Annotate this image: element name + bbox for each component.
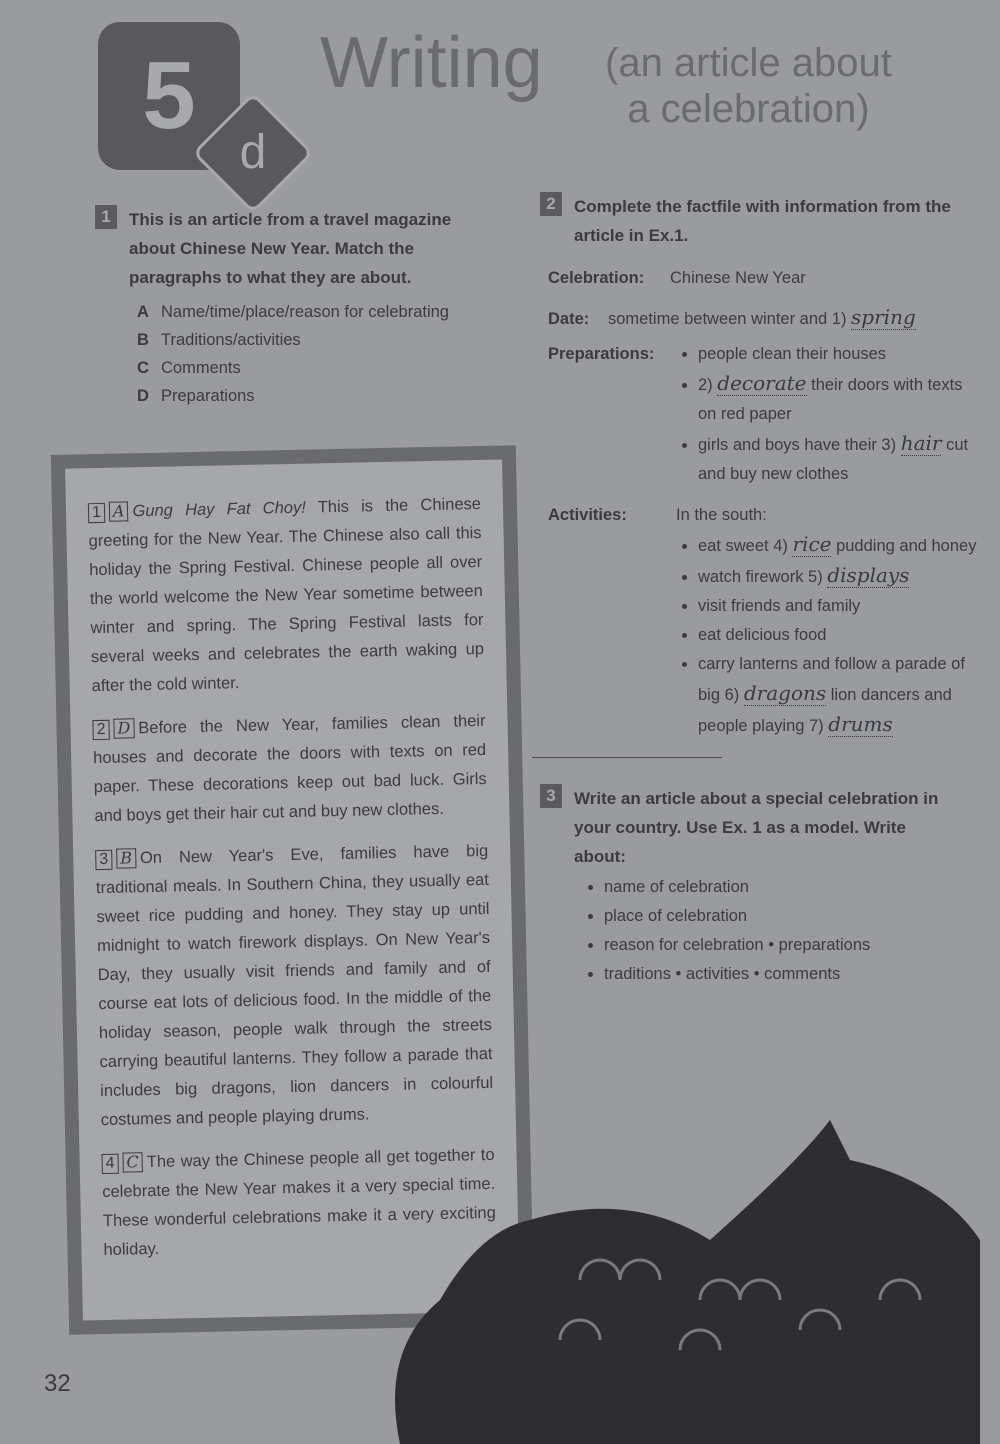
paragraph-number: 3 xyxy=(95,850,112,870)
answer-4[interactable]: rice xyxy=(792,532,832,556)
option: B Traditions/activities xyxy=(137,331,301,349)
exercise-instruction: Complete the factfile with information from the article in Ex.1. xyxy=(574,197,951,245)
greeting: Gung Hay Fat Choy! xyxy=(132,498,306,521)
exercise-3 xyxy=(540,784,940,989)
factfile-celebration: Celebration: Chinese New Year xyxy=(548,269,806,287)
page-title: Writing xyxy=(320,23,543,103)
bullet: • carry lanterns and follow a parade of big 6) dragons lion dancers and people playing 7) drums xyxy=(698,650,980,741)
bullet: • people clean their houses xyxy=(698,340,980,369)
factfile-preparations: Preparations: • people clean their houses • 2) decorate their doors with texts on red paper • girls and boys have their 3) hair cut and buy new clothes xyxy=(548,340,980,489)
bullet: • eat delicious food xyxy=(698,621,980,650)
bullet: • place of celebration xyxy=(604,902,940,931)
paragraph-text: The way the Chinese people all get together to celebrate the New Year makes it a very special time. These wonderful celebrations make it a very exciting holiday. xyxy=(102,1145,496,1260)
lesson-letter: d xyxy=(239,126,267,179)
paragraph xyxy=(88,490,485,701)
exercise-number: 2 xyxy=(540,192,562,216)
bullet: • traditions • activities • comments xyxy=(604,960,940,989)
bullet: • name of celebration xyxy=(604,873,940,902)
paragraph-number: 2 xyxy=(92,720,109,740)
paragraph xyxy=(95,837,494,1135)
exercise-number: 1 xyxy=(95,205,117,229)
paragraph-text: Before the New Year, families clean their houses and decorate the doors with texts on red paper. These decorations keep out bad luck. Girls and boys get their hair cut and buy new clothes. xyxy=(93,711,487,826)
factfile-activities: Activities: In the south: • eat sweet 4) rice pudding and honey • watch firework 5) displays • visit friends and family • eat delicious food • carry lanterns and follow a parade of big 6) dragons lion dancers and people playing 7) drums xyxy=(548,501,980,741)
page-number: 32 xyxy=(44,1370,71,1397)
paragraph-number: 1 xyxy=(88,503,105,523)
exercise-2 xyxy=(540,192,980,741)
bullet: • girls and boys have their 3) hair cut and buy new clothes xyxy=(698,429,980,489)
answer-box[interactable]: B xyxy=(116,848,136,868)
exercise-number: 3 xyxy=(540,784,562,808)
exercise-1 xyxy=(95,205,495,410)
answer-2[interactable]: decorate xyxy=(717,371,807,395)
option: A Name/time/place/reason for celebrating xyxy=(137,303,449,321)
factfile-date: Date: sometime between winter and 1) spring xyxy=(548,305,916,329)
paragraph-number: 4 xyxy=(101,1154,118,1174)
unit-badge: 5 xyxy=(98,22,240,170)
answer-box[interactable]: C xyxy=(122,1152,143,1172)
bullet: • 2) decorate their doors with texts on red paper xyxy=(698,369,980,429)
page-subtitle xyxy=(605,40,892,132)
bullet: • visit friends and family xyxy=(698,592,980,621)
answer-5[interactable]: displays xyxy=(827,563,910,587)
subtitle-line: a celebration) xyxy=(627,87,870,131)
answer-3[interactable]: hair xyxy=(900,431,942,455)
subtitle-line: (an article about xyxy=(605,41,892,85)
option: D Preparations xyxy=(137,387,255,405)
option: C Comments xyxy=(137,359,241,377)
answer-box[interactable]: A xyxy=(109,501,129,521)
right-column xyxy=(540,192,980,989)
bullet: • reason for celebration • preparations xyxy=(604,931,940,960)
answer-1[interactable]: spring xyxy=(851,305,916,329)
bullet: • eat sweet 4) rice pudding and honey xyxy=(698,530,980,561)
exercise-instruction: This is an article from a travel magazine about Chinese New Year. Match the paragraphs to what they are about. xyxy=(129,210,452,287)
exercise-instruction: Write an article about a special celebration in your country. Use Ex. 1 as a model. Write about: xyxy=(574,789,939,866)
paragraph xyxy=(92,707,487,831)
dragon-photo xyxy=(380,1100,980,1444)
activities-intro: In the south: xyxy=(676,506,767,524)
divider xyxy=(532,757,722,758)
answer-box[interactable]: D xyxy=(113,718,134,738)
answer-6[interactable]: dragons xyxy=(743,681,827,705)
answer-7[interactable]: drums xyxy=(828,712,893,736)
paragraph-text: On New Year's Eve, families have big traditional meals. In Southern China, they usually eat sweet rice pudding and honey. They stay up until midnight to watch firework displays. On New Year's Day, they usually visit friends and family and of course eat lots of delicious food. In the middle of the holiday season, people walk through the streets carrying beautiful lanterns. They follow a parade that includes big dragons, lion dancers in colourful costumes and people playing drums. xyxy=(95,841,494,1130)
bullet: • watch firework 5) displays xyxy=(698,561,980,592)
paragraph-text: This is the Chinese greeting for the New Year. The Chinese also call this holiday the Spring Festival. Chinese people all over the world welcome the New Year sometime between winter and spring. The Spring Festival lasts for several weeks and celebrates the earth waking up after the cold winter. xyxy=(88,494,485,696)
